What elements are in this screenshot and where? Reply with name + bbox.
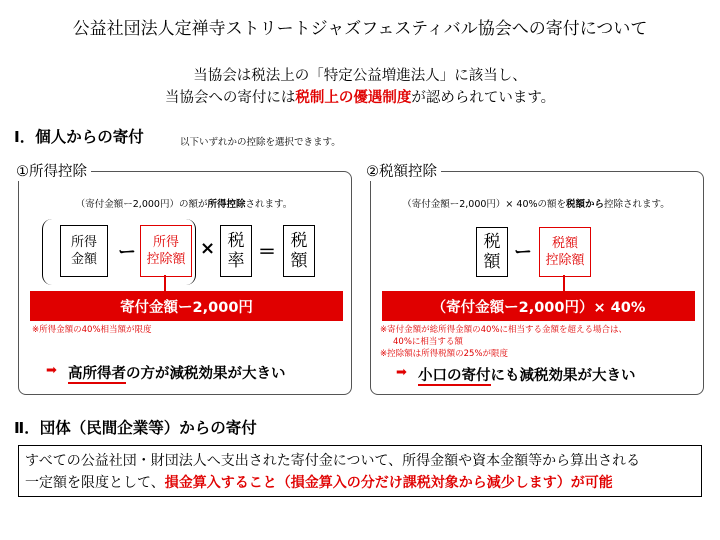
- tax-red-bar: （寄付金額ー2,000円）× 40%: [382, 291, 695, 321]
- section1-heading: Ⅰ．個人からの寄付: [14, 128, 144, 146]
- tax-minus-op: ー: [514, 242, 532, 263]
- income-box-tax-line1: 税: [290, 231, 308, 251]
- tax-effect-highlight: 小口の寄付: [418, 368, 491, 384]
- right-arrow-icon: ➡: [396, 365, 407, 380]
- intro-line-1: 当協会は税法上の「特定公益増進法人」に該当し、: [193, 68, 527, 84]
- tax-box-deduction-line2: 控除額: [545, 253, 585, 268]
- section2-line-1: すべての公益社団・財団法人へ支出された寄付金について、所得金額や資本金額等から算出される: [25, 453, 641, 469]
- income-red-bar: 寄付金額ー2,000円: [30, 291, 343, 321]
- tax-formula-note-bold: 税額から: [566, 199, 605, 210]
- intro-line-2-a: 当協会への寄付には: [164, 90, 296, 106]
- income-connector: [164, 275, 166, 291]
- tax-formula-note-b: 控除されます。: [604, 199, 670, 210]
- income-limit-note: ※所得金額の40%相当額が限度: [32, 325, 152, 335]
- tax-limit-note-1: ※寄付金額が総所得金額の40%に相当する金額を超える場合は、: [380, 325, 628, 335]
- tax-connector: [563, 275, 565, 291]
- income-equals-op: ＝: [258, 242, 276, 263]
- tax-limit-note-2: 40%に相当する額: [393, 337, 463, 347]
- intro-highlight: 税制上の優遇制度: [295, 90, 412, 106]
- income-times-op: ×: [200, 238, 216, 259]
- income-box-rate: [220, 225, 252, 277]
- panel-income-label: ①所得控除: [12, 160, 91, 181]
- income-formula-note-a: （寄付金額ー2,000円）の額が: [75, 199, 208, 210]
- tax-formula-note: [370, 196, 702, 210]
- tax-box-tax-line1: 税: [483, 232, 501, 252]
- income-effect-highlight: 高所得者: [68, 366, 126, 382]
- section1-note: 以下いずれかの控除を選択できます。: [180, 137, 341, 148]
- tax-box-tax: [476, 227, 508, 277]
- income-minus-op: ー: [118, 242, 136, 263]
- section2-box: [18, 445, 702, 497]
- income-box-rate-line2: 率: [227, 251, 245, 271]
- income-box-income-line2: 金額: [70, 252, 97, 267]
- income-box-rate-line1: 税: [227, 231, 245, 251]
- income-effect: [68, 362, 286, 383]
- income-formula-note-bold: 所得控除: [207, 199, 246, 210]
- right-arrow-icon: ➡: [46, 363, 57, 378]
- section2-highlight: 損金算入すること（損金算入の分だけ課税対象から減少します）が可能: [164, 475, 613, 491]
- income-box-income-line1: 所得: [70, 235, 97, 250]
- panel-tax-label: ②税額控除: [362, 160, 441, 181]
- income-box-deduction-line1: 所得: [152, 235, 179, 250]
- tax-box-deduction: [539, 227, 591, 277]
- income-formula-note: [18, 196, 350, 210]
- tax-box-deduction-line1: 税額: [551, 236, 578, 251]
- income-box-income: [60, 225, 108, 277]
- tax-effect-text: にも減税効果が大きい: [490, 368, 636, 384]
- income-effect-text: の方が減税効果が大きい: [126, 366, 286, 382]
- page-title: 公益社団法人定禅寺ストリートジャズフェスティバル協会への寄付について: [72, 19, 648, 39]
- income-formula-note-b: されます。: [245, 199, 293, 210]
- intro-line-2-b: が認められています。: [411, 90, 556, 106]
- section2-line-2: [25, 472, 695, 494]
- income-box-tax: [283, 225, 315, 277]
- section2-line-2-a: 一定額を限度として、: [25, 475, 165, 491]
- section2-heading: Ⅱ．団体（民間企業等）からの寄付: [14, 419, 257, 437]
- tax-effect: [418, 364, 636, 385]
- income-box-deduction-line2: 控除額: [146, 252, 186, 267]
- tax-box-tax-line2: 額: [483, 252, 501, 272]
- intro-line-2: [0, 86, 720, 107]
- income-box-tax-line2: 額: [290, 251, 308, 271]
- tax-formula-note-a: （寄付金額ー2,000円）× 40%の額を: [402, 199, 567, 210]
- tax-limit-note-3: ※控除額は所得税額の25%が限度: [380, 349, 509, 359]
- income-box-deduction: [140, 225, 192, 277]
